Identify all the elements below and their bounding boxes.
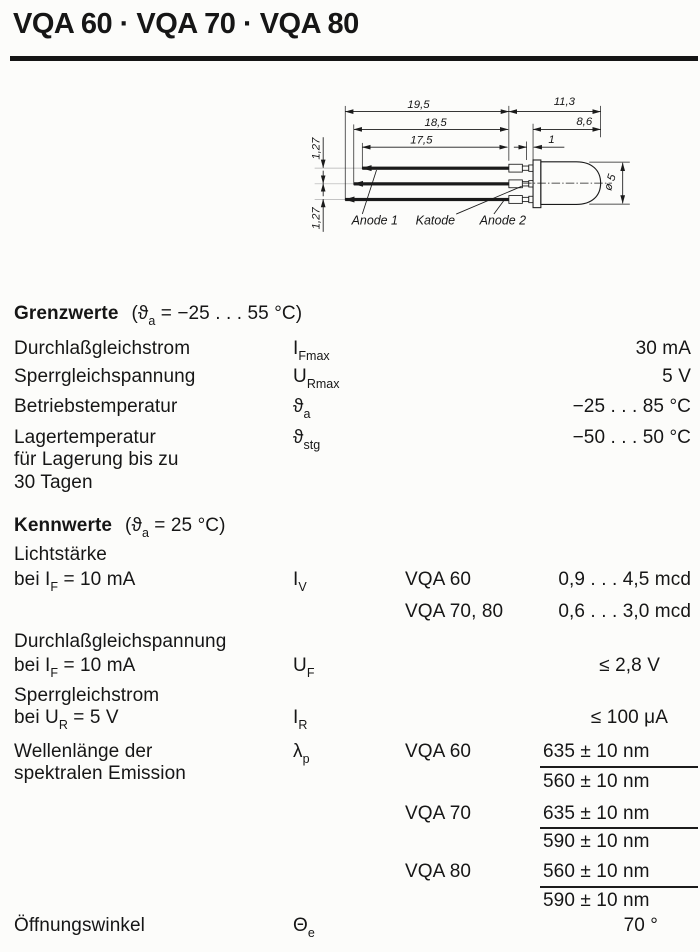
dim-18-5: 18,5 bbox=[424, 116, 447, 129]
row-sperrgleichspannung-label: Sperrgleichspannung bbox=[14, 366, 196, 387]
row-betriebstemperatur-value: −25 . . . 85 °C bbox=[572, 396, 691, 417]
row-wellenlaenge-symbol: $\lambda_p$ bbox=[293, 741, 310, 766]
label-anode1: Anode 1 bbox=[351, 213, 398, 228]
row-lagertemperatur-label-line3: 30 Tagen bbox=[14, 472, 93, 493]
dim-19-5: 19,5 bbox=[407, 99, 430, 112]
title-rule bbox=[10, 56, 698, 61]
kennwerte-condition: ($ϑ_a = 25$ °C) bbox=[125, 515, 226, 540]
wellenlaenge-divider bbox=[540, 766, 698, 768]
row-durchlassgleichstrom-label: Durchlaßgleichstrom bbox=[14, 338, 191, 359]
wellenlaenge-variant-type: VQA 60 bbox=[405, 741, 472, 762]
row-oeffnungswinkel-value: 70 ° bbox=[623, 915, 658, 936]
label-katode: Katode bbox=[415, 213, 456, 228]
row-durchlassgleichspannung-label-line2: bei $I_F = 10$ mA bbox=[14, 655, 136, 680]
dim-1-27-bottom: 1,27 bbox=[310, 207, 323, 230]
row-lagertemperatur-label-line2: für Lagerung bis zu bbox=[14, 449, 179, 470]
row-lagertemperatur-symbol: $ϑ_{stg}$ bbox=[293, 427, 321, 452]
wellenlaenge-divider bbox=[540, 827, 698, 829]
lichtstaerke-variant-value: 0,9 . . . 4,5 mcd bbox=[558, 569, 691, 590]
dim-8-6: 8,6 bbox=[576, 116, 593, 129]
row-lagertemperatur-label: Lagertemperatur bbox=[14, 427, 156, 448]
pin-steps bbox=[509, 164, 533, 203]
row-sperrgleichstrom-label: Sperrgleichstrom bbox=[14, 685, 160, 706]
wellenlaenge-value-top: 635 ± 10 nm bbox=[543, 741, 650, 762]
row-durchlassgleichspannung-label: Durchlaßgleichspannung bbox=[14, 631, 227, 652]
row-durchlassgleichstrom-symbol: $I_{Fmax}$ bbox=[293, 338, 330, 363]
page-title: VQA 60 · VQA 70 · VQA 80 bbox=[13, 8, 359, 40]
wellenlaenge-divider bbox=[540, 886, 698, 888]
dim-11-3: 11,3 bbox=[553, 96, 575, 109]
row-betriebstemperatur-label: Betriebstemperatur bbox=[14, 396, 178, 417]
wellenlaenge-value-top: 560 ± 10 nm bbox=[543, 861, 650, 882]
kennwerte-heading-word: Kennwerte bbox=[14, 515, 113, 536]
led-package-drawing bbox=[248, 86, 700, 298]
lichtstaerke-variant-type: VQA 70, 80 bbox=[405, 601, 504, 622]
wellenlaenge-variant-type: VQA 80 bbox=[405, 861, 472, 882]
wellenlaenge-value-bottom: 590 ± 10 nm bbox=[543, 831, 650, 852]
row-durchlassgleichspannung-value: ≤ 2,8 V bbox=[599, 655, 660, 676]
row-durchlassgleichstrom-value: 30 mA bbox=[635, 338, 691, 359]
leader-lines bbox=[362, 170, 521, 214]
row-wellenlaenge-label-line2: spektralen Emission bbox=[14, 763, 186, 784]
row-oeffnungswinkel-label: Öffnungswinkel bbox=[14, 915, 145, 936]
grenzwerte-heading-word: Grenzwerte bbox=[14, 303, 119, 324]
dim-1-27-top: 1,27 bbox=[310, 137, 323, 160]
row-sperrgleichstrom-label-line2: bei $U_R = 5$ V bbox=[14, 707, 119, 732]
row-lichtstaerke-symbol: $I_V$ bbox=[293, 569, 307, 594]
dim-1: 1 bbox=[548, 133, 555, 146]
row-sperrgleichspannung-value: 5 V bbox=[662, 366, 691, 387]
row-durchlassgleichspannung-symbol: $U_F$ bbox=[293, 655, 315, 680]
lichtstaerke-variant-value: 0,6 . . . 3,0 mcd bbox=[558, 601, 691, 622]
grenzwerte-condition: ($ϑ_a = -25$ . . . 55 °C) bbox=[131, 303, 303, 328]
row-oeffnungswinkel-symbol: $\Theta_e$ bbox=[293, 915, 315, 940]
row-betriebstemperatur-symbol: $ϑ_a$ bbox=[293, 396, 311, 421]
dim-diameter: ø 5 bbox=[602, 172, 619, 193]
wellenlaenge-value-top: 635 ± 10 nm bbox=[543, 803, 650, 824]
wellenlaenge-value-bottom: 560 ± 10 nm bbox=[543, 771, 650, 792]
led-flange bbox=[533, 160, 541, 208]
lichtstaerke-variant-type: VQA 60 bbox=[405, 569, 472, 590]
row-lagertemperatur-value: −50 . . . 50 °C bbox=[572, 427, 691, 448]
leads bbox=[345, 165, 509, 202]
row-sperrgleichspannung-symbol: $U_{Rmax}$ bbox=[293, 366, 340, 391]
label-anode2: Anode 2 bbox=[479, 213, 527, 228]
row-lichtstaerke-label-line2: bei $I_F = 10$ mA bbox=[14, 569, 136, 594]
row-sperrgleichstrom-value: ≤ 100 μA bbox=[590, 707, 668, 728]
grenzwerte-heading bbox=[14, 303, 302, 327]
dim-17-5: 17,5 bbox=[410, 134, 433, 147]
kennwerte-heading bbox=[14, 515, 226, 539]
row-sperrgleichstrom-symbol: $I_R$ bbox=[293, 707, 308, 732]
row-wellenlaenge-label: Wellenlänge der bbox=[14, 741, 153, 762]
wellenlaenge-variant-type: VQA 70 bbox=[405, 803, 472, 824]
row-lichtstaerke-label: Lichtstärke bbox=[14, 544, 107, 565]
wellenlaenge-value-bottom: 590 ± 10 nm bbox=[543, 890, 650, 911]
